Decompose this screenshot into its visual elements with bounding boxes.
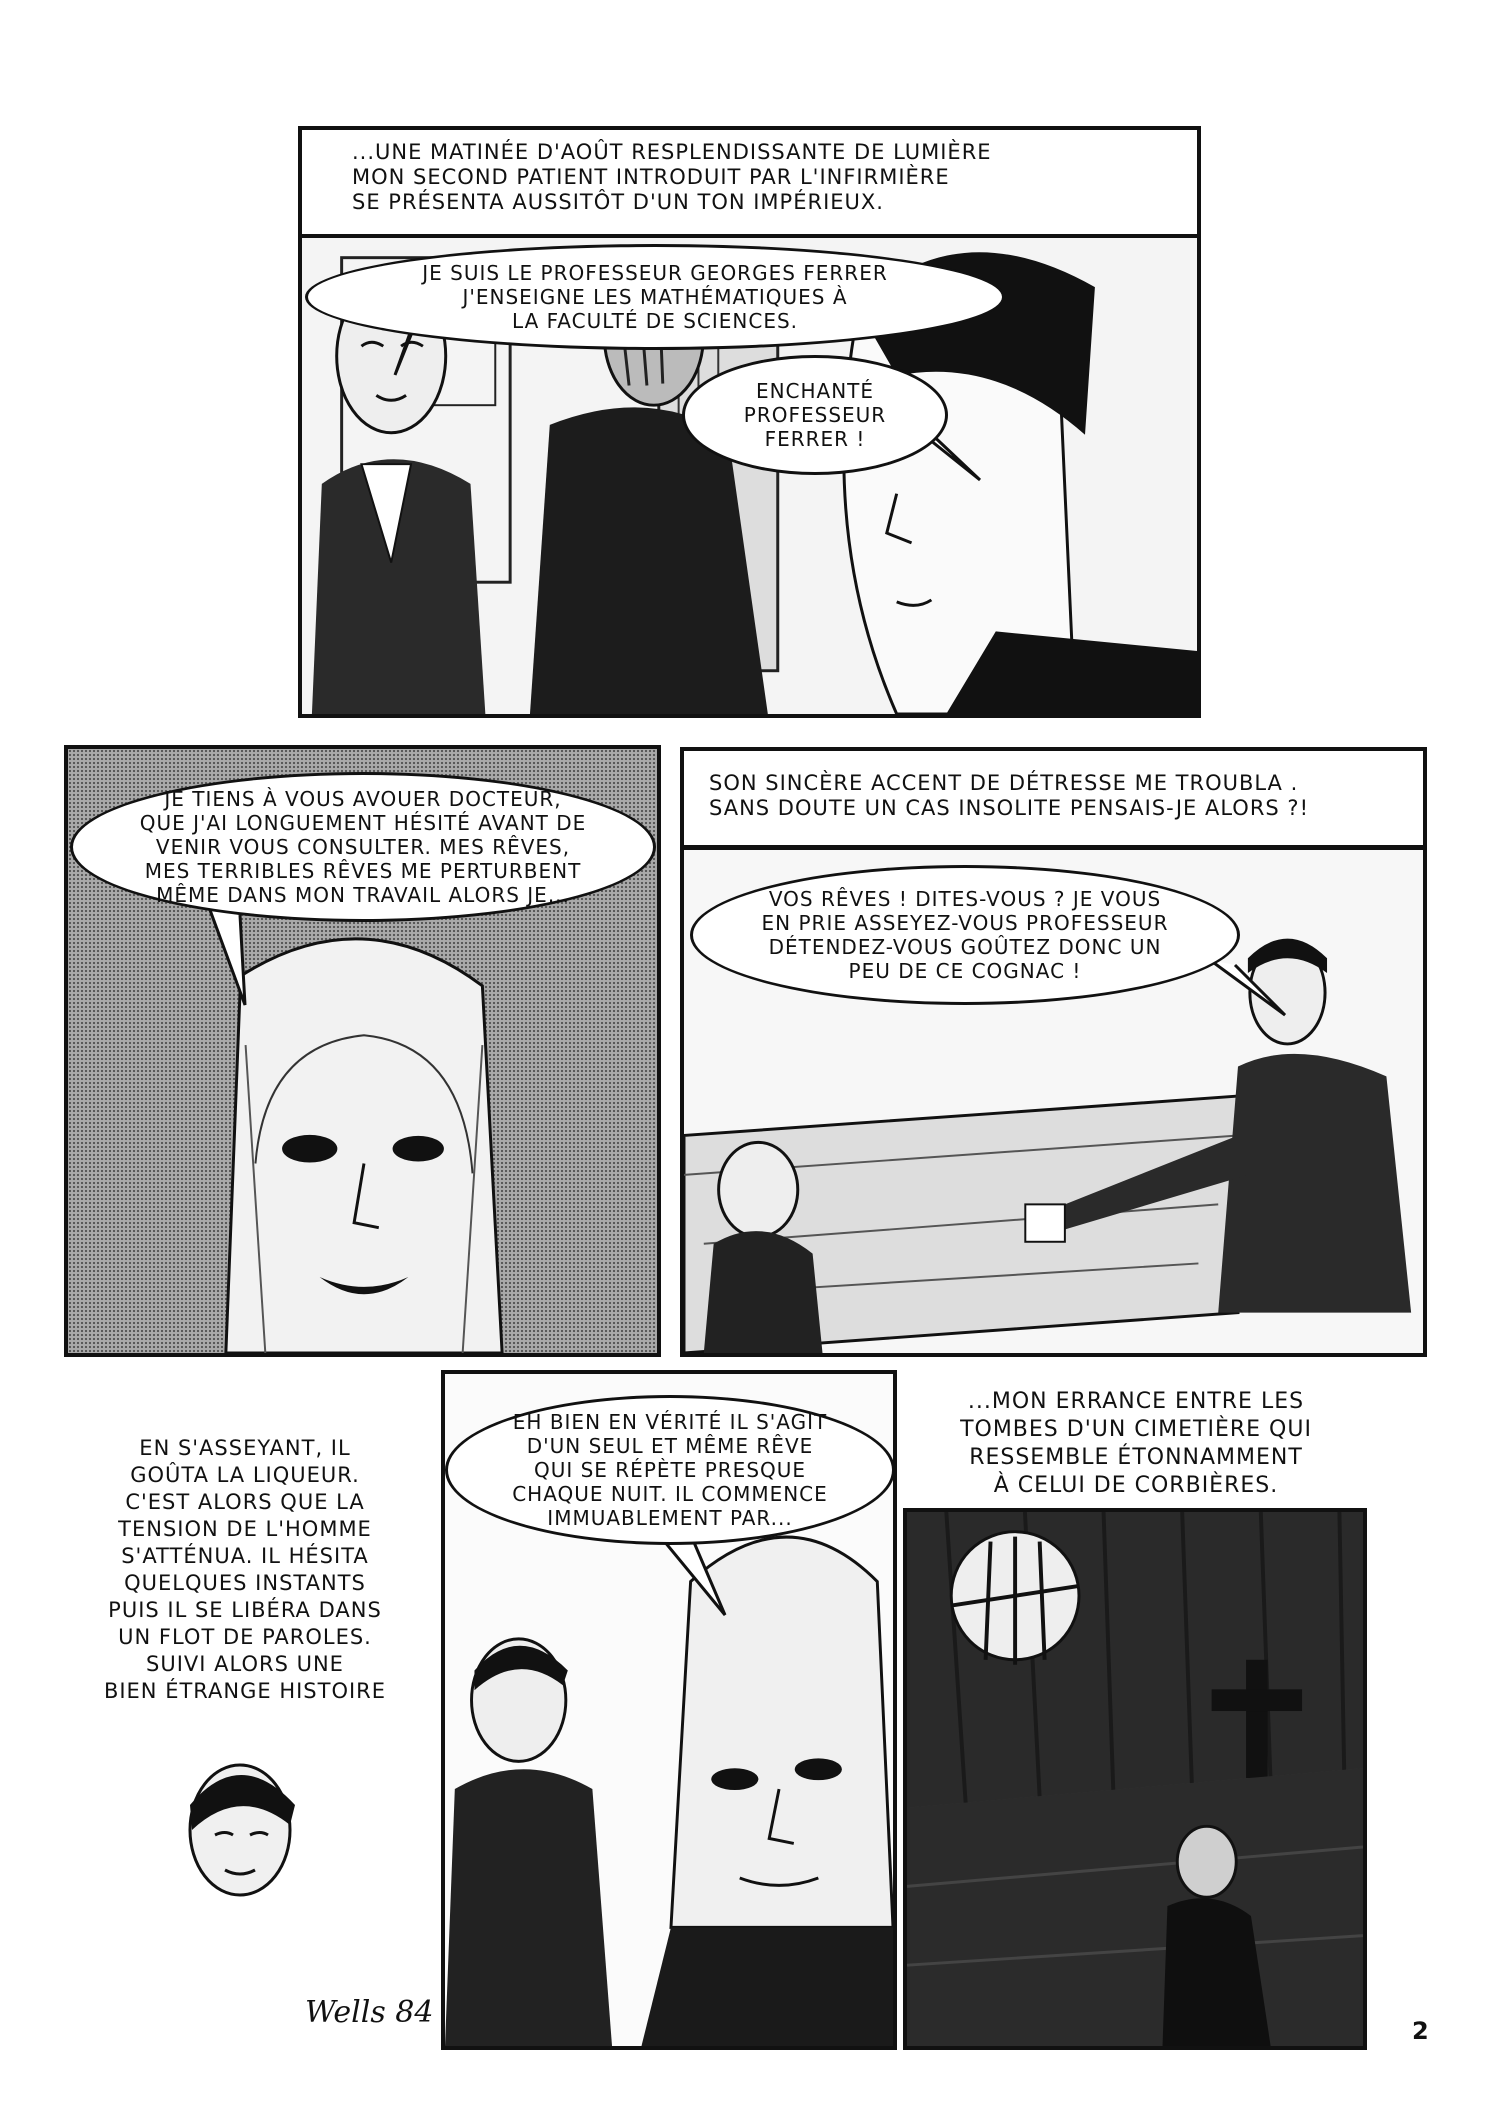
panel2-balloon-tail <box>200 910 260 1010</box>
panel1-professor-balloon: JE SUIS LE PROFESSEUR GEORGES FERRER J'ENSEIGNE LES MATHÉMATIQUES À LA FACULTÉ DE SCIENCES. <box>305 244 1005 350</box>
narration-text: EN S'ASSEYANT, IL GOÛTA LA LIQUEUR. C'EST ALORS QUE LA TENSION DE L'HOMME S'ATTÉNUA. IL HÉSITA QUELQUES INSTANTS PUIS IL SE LIBÉRA DANS UN FLOT DE PAROLES. SUIVI ALORS UNE BIEN ÉTRANGE HISTOIRE <box>103 1436 387 1703</box>
panel1-doctor-balloon: ENCHANTÉ PROFESSEUR FERRER ! <box>682 355 948 475</box>
panel5-artwork <box>907 1512 1363 2046</box>
panel1-caption: ...UNE MATINÉE D'AOÛT RESPLENDISSANTE DE LUMIÈRE MON SECOND PATIENT INTRODUIT PAR L'INFIRMIÈRE SE PRÉSENTA AUSSITÔT D'UN TON IMPÉRIEUX. <box>298 126 1201 238</box>
panel3-balloon-tail <box>1210 960 1290 1020</box>
panel4-balloon: EH BIEN EN VÉRITÉ IL S'AGIT D'UN SEUL ET MÊME RÊVE QUI SE RÉPÈTE PRESQUE CHAQUE NUIT. IL COMMENCE IMMUABLEMENT PAR... <box>445 1395 895 1545</box>
professor-closeup <box>226 939 502 1353</box>
panel5 <box>903 1508 1367 2050</box>
page-number: 2 <box>1412 2017 1429 2045</box>
doctor-head-sketch <box>170 1735 310 1915</box>
panel3-balloon: VOS RÊVES ! DITES-VOUS ? JE VOUS EN PRIE ASSEYEZ-VOUS PROFESSEUR DÉTENDEZ-VOUS GOÛTEZ DONC UN PEU DE CE COGNAC ! <box>690 865 1240 1005</box>
panel3-caption: SON SINCÈRE ACCENT DE DÉTRESSE ME TROUBLA . SANS DOUTE UN CAS INSOLITE PENSAIS-JE ALORS ?! <box>680 747 1427 849</box>
artist-signature: Wells 84 <box>305 1995 434 2030</box>
panel2-balloon: JE TIENS À VOUS AVOUER DOCTEUR, QUE J'AI LONGUEMENT HÉSITÉ AVANT DE VENIR VOUS CONSULTER. MES RÊVES, MES TERRIBLES RÊVES ME PERTURBENT MÊME DANS MON TRAVAIL ALORS JE... <box>70 772 656 922</box>
panel5-caption: ...MON ERRANCE ENTRE LES TOMBES D'UN CIMETIÈRE QUI RESSEMBLE ÉTONNAMMENT À CELUI DE CORBIÈRES. <box>912 1374 1360 1512</box>
